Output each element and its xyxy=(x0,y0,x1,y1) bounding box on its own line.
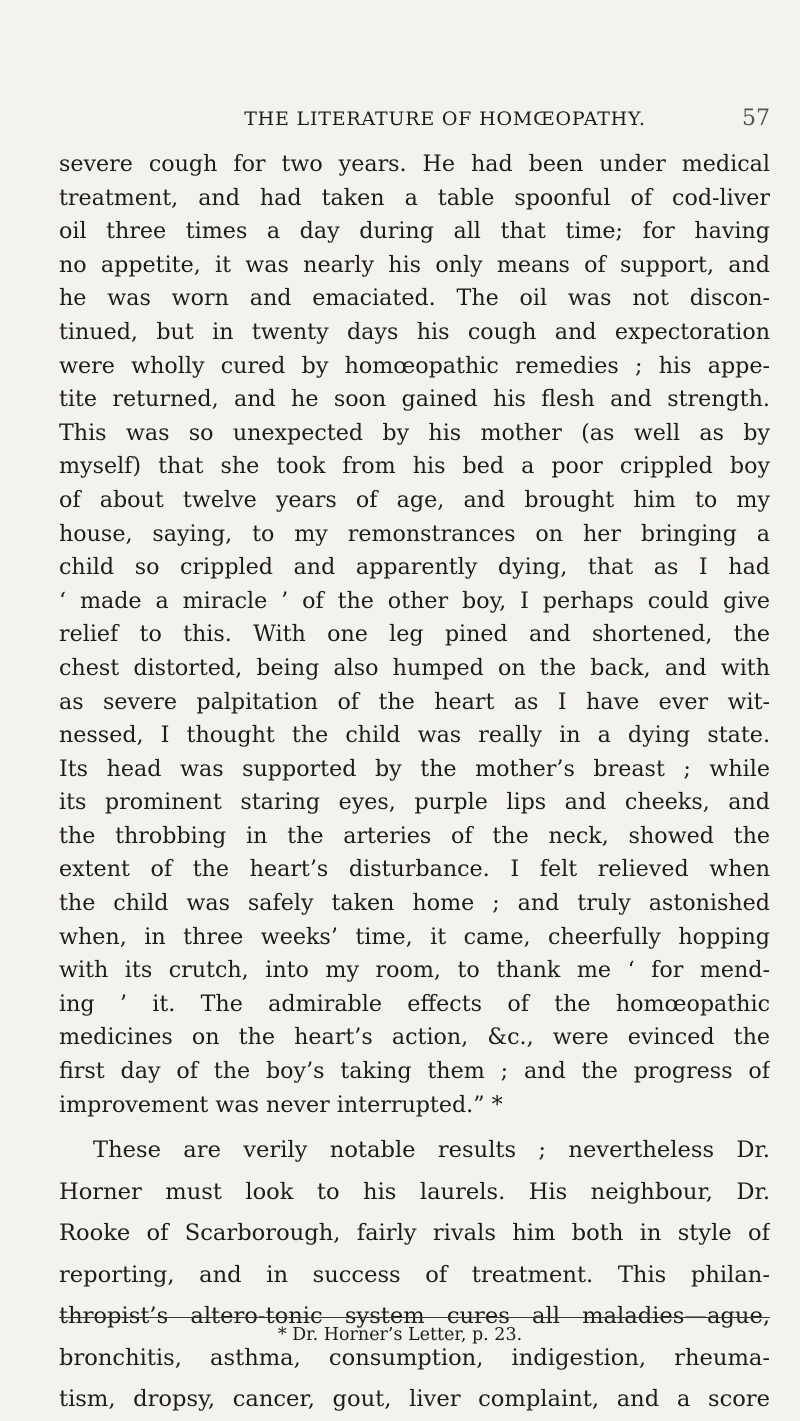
text-line: ‘ made a miracle ’ of the other boy, I perhaps could give xyxy=(59,587,770,614)
text-line: as severe palpitation of the heart as I have ever wit- xyxy=(59,688,770,715)
text-line: relief to this. With one leg pined and shortened, the xyxy=(59,621,770,648)
text-line: severe cough for two years. He had been under medical xyxy=(59,151,770,177)
text-line: its prominent staring eyes, purple lips and cheeks, and xyxy=(59,789,770,816)
text-line: treatment, and had taken a table spoonful of cod-liver xyxy=(59,184,770,211)
text-line: house, saying, to my remonstrances on her bringing a xyxy=(59,520,770,547)
text-line: ing ’ it. The admirable effects of the homœopathic xyxy=(59,990,770,1017)
text-line: nessed, I thought the child was really in a dying state. xyxy=(59,722,770,749)
text-line: no appetite, it was nearly his only means of support, and xyxy=(59,251,770,278)
text-line: when, in three weeks’ time, it came, cheerfully hopping xyxy=(59,923,770,950)
text-line: These are verily notable results ; nevertheless Dr. xyxy=(93,1137,770,1164)
text-line: of about twelve years of age, and brought him to my xyxy=(59,486,770,513)
text-line: This was so unexpected by his mother (as well as by xyxy=(59,419,770,446)
text-line: bronchitis, asthma, consumption, indigestion, rheuma- xyxy=(59,1344,770,1371)
paragraph-2 xyxy=(59,1130,770,1421)
body-text xyxy=(59,148,770,1421)
text-line: medicines on the heart’s action, &c., were evinced the xyxy=(59,1024,770,1051)
text-line: were wholly cured by homœopathic remedies ; his appe- xyxy=(59,352,770,379)
footnote-rule xyxy=(59,1317,770,1318)
text-line: Its head was supported by the mother’s breast ; while xyxy=(59,755,770,782)
text-line: he was worn and emaciated. The oil was not discon- xyxy=(59,285,770,312)
footnote: * Dr. Horner’s Letter, p. 23. xyxy=(277,1325,523,1345)
text-line: thropist’s altero-tonic system cures all maladies—ague, xyxy=(59,1303,770,1330)
page-header xyxy=(120,108,770,138)
text-line: tinued, but in twenty days his cough and expectoration xyxy=(59,318,770,345)
text-line: myself) that she took from his bed a poor crippled boy xyxy=(59,453,770,480)
text-line: first day of the boy’s taking them ; and the progress of xyxy=(59,1058,770,1085)
text-line: oil three times a day during all that time; for having xyxy=(59,218,770,245)
text-line: chest distorted, being also humped on the back, and with xyxy=(59,654,770,681)
text-line: Rooke of Scarborough, fairly rivals him both in style of xyxy=(59,1220,770,1247)
text-line: tite returned, and he soon gained his flesh and strength. xyxy=(59,386,770,413)
text-line: tism, dropsy, cancer, gout, liver complaint, and a score xyxy=(59,1386,770,1413)
running-title: THE LITERATURE OF HOMŒOPATHY. xyxy=(244,108,646,130)
text-line: improvement was never interrupted.” * xyxy=(59,1091,503,1118)
text-line: the child was safely taken home ; and truly astonished xyxy=(59,890,770,917)
text-line: extent of the heart’s disturbance. I felt relieved when xyxy=(59,856,770,883)
paragraph-1 xyxy=(59,148,770,1122)
text-line: child so crippled and apparently dying, that as I had xyxy=(59,554,770,581)
text-line: the throbbing in the arteries of the neck, showed the xyxy=(59,822,770,849)
page-number: 57 xyxy=(742,106,770,131)
text-line: Horner must look to his laurels. His neighbour, Dr. xyxy=(59,1178,770,1205)
text-line: reporting, and in success of treatment. This philan- xyxy=(59,1261,770,1288)
text-line: with its crutch, into my room, to thank me ‘ for mend- xyxy=(59,957,770,984)
